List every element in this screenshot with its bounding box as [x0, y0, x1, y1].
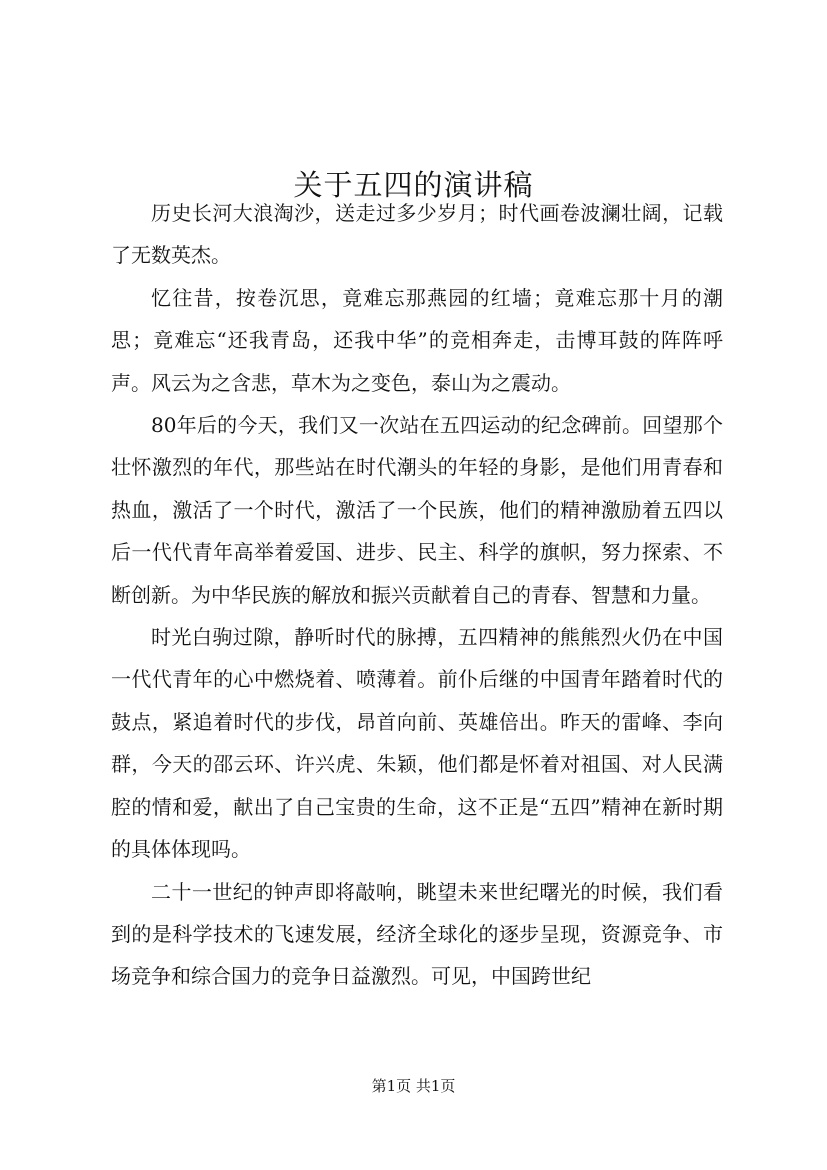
- paragraph-1: 历史长河大浪淘沙，送走过多少岁月；时代画卷波澜壮阔，记载了无数英杰。: [111, 201, 723, 268]
- paragraph-4: 时光白驹过隙，静听时代的脉搏，五四精神的熊熊烈火仍在中国一代代青年的心中燃烧着、喷薄着。前仆后继的中国青年踏着时代的鼓点，紧追着时代的步伐，昂首向前、英雄倍出。昨天的雷峰、李向群，今天的邵云环、许兴虎、朱颖，他们都是怀着对祖国、对人民满腔的情和爱，献出了自己宝贵的生命，这不正是“五四”精神在新时期的具体体现吗。: [111, 625, 723, 862]
- paragraph-5: 二十一世纪的钟声即将敲响，眺望未来世纪曙光的时候，我们看到的是科学技术的飞速发展，经济全球化的逐步呈现，资源竞争、市场竞争和综合国力的竞争日益激烈。可见，中国跨世纪: [111, 879, 723, 989]
- page-footer: 第1页 共1页: [371, 1077, 456, 1095]
- document-body: [111, 192, 723, 998]
- paragraph-2: 忆往昔，按卷沉思，竟难忘那燕园的红墙；竟难忘那十月的潮思；竟难忘“还我青岛，还我中华”的竞相奔走，击博耳鼓的阵阵呼声。风云为之含悲，草木为之变色，泰山为之震动。: [111, 285, 723, 395]
- paragraph-3: 80年后的今天，我们又一次站在五四运动的纪念碑前。回望那个壮怀激烈的年代，那些站在时代潮头的年轻的身影，是他们用青春和热血，激活了一个时代，激活了一个民族，他们的精神激励着五四以后一代代青年高举着爱国、进步、民主、科学的旗帜，努力探索、不断创新。为中华民族的解放和振兴贡献着自己的青春、智慧和力量。: [111, 413, 723, 607]
- document-title: 关于五四的演讲稿: [293, 168, 534, 203]
